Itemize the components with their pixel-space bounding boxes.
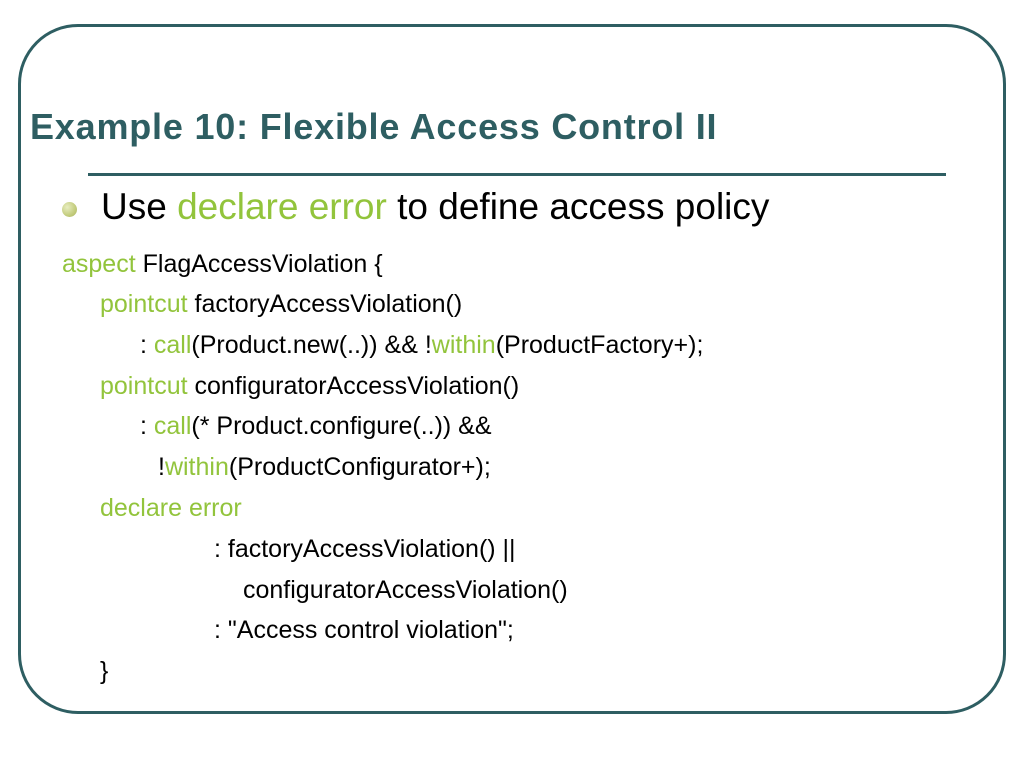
slide-title: Example 10: Flexible Access Control II [30,106,718,147]
title-underline [88,173,946,176]
code-text: : [140,412,154,440]
code-text: (ProductConfigurator+); [228,453,491,481]
code-text: FlagAccessViolation { [135,250,383,278]
bullet-keyword: declare error [177,186,387,227]
code-line-6 [158,455,491,480]
bullet-point [62,186,769,228]
code-text: ! [158,453,165,481]
code-line-4 [100,374,519,399]
code-text: : [140,331,154,359]
code-text: factoryAccessViolation() [187,290,463,318]
code-keyword: call [153,412,192,440]
bullet-suffix: to define access policy [386,186,770,227]
code-text: : factoryAccessViolation() || [214,535,516,563]
code-keyword: declare error [100,494,242,522]
code-line-11 [100,659,108,684]
code-line-1 [62,252,383,277]
bullet-prefix: Use [101,186,178,227]
code-text: (* Product.configure(..)) && [191,412,492,440]
code-line-8 [214,537,516,562]
bullet-text [101,186,769,228]
code-keyword: pointcut [100,372,188,400]
code-keyword: aspect [62,250,136,278]
code-text: (ProductFactory+); [495,331,704,359]
code-line-3 [140,333,703,358]
code-text: (Product.new(..)) && ! [191,331,432,359]
code-keyword: within [431,331,496,359]
code-line-10 [214,618,514,643]
code-keyword: within [164,453,229,481]
code-line-7 [100,496,242,521]
code-text: configuratorAccessViolation() [243,576,568,604]
code-keyword: pointcut [100,290,188,318]
code-line-2 [100,292,462,317]
code-line-9 [243,578,568,603]
bullet-dot-icon [62,202,77,217]
code-text: } [100,657,109,685]
code-keyword: call [153,331,192,359]
code-line-5 [140,414,492,439]
code-text: : "Access control violation"; [214,616,514,644]
code-text: configuratorAccessViolation() [187,372,520,400]
